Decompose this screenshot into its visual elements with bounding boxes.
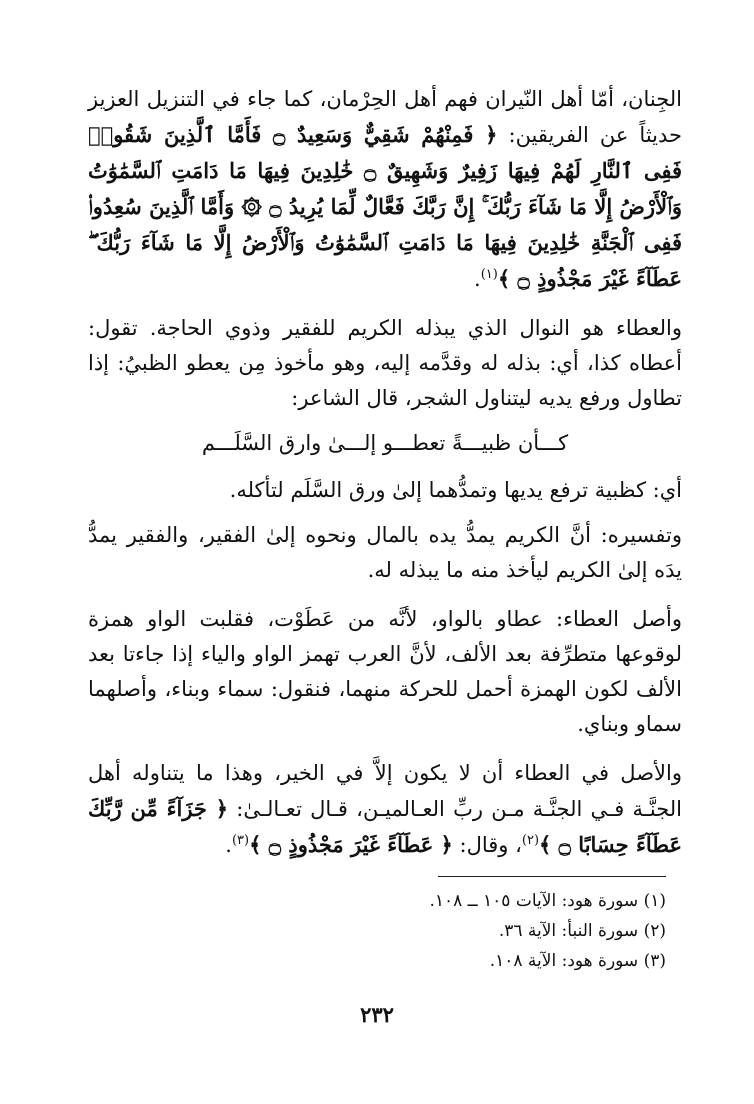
footnote-ref-3: (٣) — [231, 833, 250, 848]
page-body — [88, 82, 682, 877]
quran-quote-hud-108: ﴿ عَطَآءً غَيْرَ مَجْذُوذٍ ۝ ﴾ — [249, 832, 453, 857]
footnote-divider — [438, 876, 666, 877]
paragraph-6 — [88, 756, 682, 863]
quran-quote-naba: ﴿ جَزَآءً مِّن رَّبِّكَ عَطَآءً حِسَابًا ۝ ﴾ — [88, 796, 682, 857]
page-number: ٢٣٢ — [360, 1002, 394, 1027]
footnote-ref-1: (١) — [480, 267, 498, 282]
paragraph-1-end: . — [474, 267, 481, 291]
footnote-3: (٣) سورة هود: الآية ١٠٨. — [489, 951, 666, 971]
footnote-ref-2: (٢) — [521, 833, 540, 848]
paragraph-6-mid: ، وقال: — [452, 833, 522, 857]
footnote-2: (٢) سورة النبأ: الآية ٣٦. — [498, 921, 666, 941]
paragraph-5: وأصل العطاء: عطاو بالواو، لأنَّه من عَطَوْت، فقلبت الواو همزة لوقوعها متطرِّفة بعد الألف، لأنَّ العرب تهمز الواو والياء إذا جاءتا بعد الألف لكون الهمزة أحمل للحركة منهما، فنقول: سماء وبناء، وأصلهما سماو وبناي. — [88, 607, 682, 736]
paragraph-4: وتفسيره: أنَّ الكريم يمدُّ يده بالمال ونحوه إلىٰ الفقير، والفقير يمدُّ يدَه إلىٰ الكريم ليأخذ منه ما يبذله له. — [88, 523, 682, 582]
footnote-1: (١) سورة هود: الآيات ١٠٥ ــ ١٠٨. — [429, 891, 666, 911]
paragraph-2: والعطاء هو النوال الذي يبذله الكريم للفقير وذوي الحاجة. تقول: أعطاه كذا، أي: بذله له وقدَّمه إليه، وهو مأخوذ مِن يعطو الظبيُ: إذا تطاول ورفع يديه ليتناول الشجر، قال الشاعر: — [88, 316, 682, 410]
paragraph-3: أي: كظبية ترفع يديها وتمدُّهما إلىٰ ورق السَّلَم لتأكله. — [229, 478, 682, 502]
paragraph-1-intro: الجِنان، أمّا أهل النّيران فهم أهل الحِرْمان، كما جاء في التنزيل العزيز حديثاً عن الفريقين: — [88, 87, 683, 147]
paragraph-6-end: . — [225, 833, 232, 857]
poetry-verse: كـــأن ظبيـــةً تعطـــو إلـــىٰ وارق السَّلَـــم — [201, 431, 569, 455]
paragraph-1 — [88, 82, 682, 297]
paragraph-6-intro: والأصل في العطاء أن لا يكون إلاَّ في الخير، وهذا ما يتناوله أهل الجنَّـة فـي الجنَّـة مـن ربِّ العـالميـن، قـال تعـالـىٰ: — [88, 761, 682, 821]
footnotes — [72, 886, 666, 976]
quran-quote-hud: ﴿ فَمِنْهُمْ شَقِيٌّ وَسَعِيدٌ ۝ فَأَمَّا ٱلَّذِينَ شَقُوا۟ فَفِى ٱلنَّارِ لَهُمْ فِيهَا زَفِيرٌ وَشَهِيقٌ ۝ خَٰلِدِينَ فِيهَا مَا دَامَتِ ٱلسَّمَٰوَٰتُ وَٱلْأَرْضُ إِلَّا مَا شَآءَ رَبُّكَ ۚ إِنَّ رَبَّكَ فَعَّالٌ لِّمَا يُرِيدُ ۝ ۞ وَأَمَّا ٱلَّذِينَ سُعِدُوا۟ فَفِى ٱلْجَنَّةِ خَٰلِدِينَ فِيهَا مَا دَامَتِ ٱلسَّمَٰوَٰتُ وَٱلْأَرْضُ إِلَّا مَا شَآءَ رَبُّكَ ۖ عَطَآءً غَيْرَ مَجْذُوذٍ ۝ ﴾ — [88, 122, 682, 291]
